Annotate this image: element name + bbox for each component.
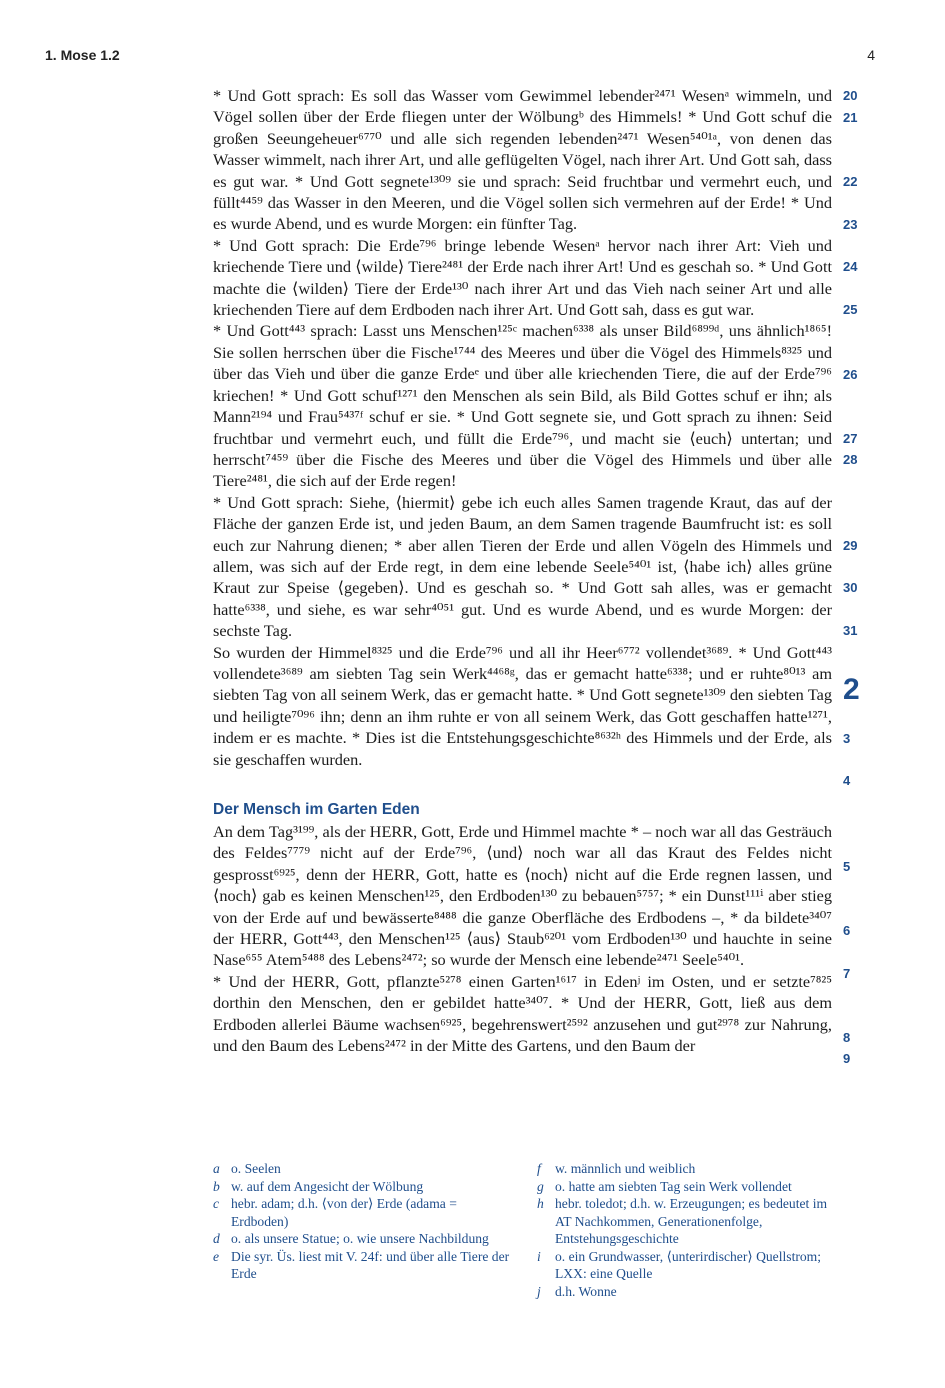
- footnote-key: a: [213, 1161, 220, 1176]
- verse-number: 23: [843, 217, 858, 232]
- verse-number: 28: [843, 452, 858, 467]
- verse-number: 9: [843, 1051, 851, 1066]
- paragraph: An dem Tag³¹⁹⁹, als der HERR, Gott, Erde und Himmel machte * – noch war all das Gesträuch des Feldes⁷⁷⁷⁹ nicht auf der Erde⁷⁹⁶, ⟨und⟩ noch war all das Kraut des Feldes nicht gesprosst⁶⁹²⁵, denn der HERR, Gott, hatte es ⟨noch⟩ nicht auf die Erde regnen lassen, und ⟨noch⟩ gab es keinen Menschen¹²⁵, den Erdboden¹³⁰ zu bebauen⁵⁷⁵⁷; * ein Dunst¹¹¹ⁱ aber stieg von der Erde auf und bewässerte⁸⁴⁸⁸ die ganze Oberfläche des Erdbodens –, * da bildete³⁴⁰⁷ der HERR, Gott⁴⁴³, den Menschen¹²⁵ ⟨aus⟩ Staub⁶²⁰¹ vom Erdboden¹³⁰ und hauchte in seine Nase⁶⁵⁵ Atem⁵⁴⁸⁸ des Lebens²⁴⁷²; so wurde der Mensch eine lebende²⁴⁷¹ Seele⁵⁴⁰¹.: [213, 822, 832, 970]
- footnote-key: i: [537, 1248, 541, 1264]
- footnote: [537, 1195, 833, 1248]
- verse-number: 29: [843, 538, 858, 553]
- verse-number: 3: [843, 731, 851, 746]
- footnote-key: h: [537, 1196, 544, 1211]
- footnote-key: d: [213, 1231, 220, 1246]
- footnote: [213, 1195, 513, 1230]
- footnote-key: f: [537, 1161, 541, 1176]
- verse-number: 25: [843, 302, 858, 317]
- page-number: 4: [867, 47, 875, 63]
- footnote-text: hebr. adam; d.h. ⟨von der⟩ Erde (adama = Erdboden): [231, 1196, 457, 1229]
- footnote: [537, 1160, 833, 1178]
- footnote-text: o. hatte am siebten Tag sein Werk vollendet: [555, 1178, 792, 1194]
- verse-number: 6: [843, 923, 851, 938]
- bible-text: [213, 85, 832, 1056]
- verse-number: 4: [843, 773, 851, 788]
- footnote: [537, 1178, 833, 1196]
- footnote-text: o. als unsere Statue; o. wie unsere Nachbildung: [231, 1231, 489, 1246]
- verse-number: 31: [843, 623, 858, 638]
- footnotes-left: [213, 1160, 513, 1283]
- footnote-text: w. männlich und weiblich: [555, 1161, 696, 1176]
- footnote-text: hebr. toledot; d.h. w. Erzeugungen; es bedeutet im AT Nachkommen, Generationenfolge, Entstehungsgeschichte: [555, 1196, 828, 1246]
- footnote-text: d.h. Wonne: [555, 1283, 617, 1299]
- footnote: [213, 1230, 513, 1248]
- footnote: [213, 1178, 513, 1196]
- footnote-text: Die syr. Üs. liest mit V. 24f: und über alle Tiere der Erde: [231, 1248, 510, 1281]
- footnote-key: j: [537, 1283, 541, 1299]
- verse-number: 27: [843, 431, 858, 446]
- verse-number: 24: [843, 259, 858, 274]
- footnote: [537, 1248, 833, 1283]
- verse-number: 7: [843, 966, 851, 981]
- footnote-text: o. ein Grundwasser, ⟨unterirdischer⟩ Quellstrom; LXX: eine Quelle: [555, 1248, 822, 1281]
- running-header-reference: 1. Mose 1.2: [45, 47, 120, 63]
- footnote: [537, 1283, 833, 1301]
- section-heading: Der Mensch im Garten Eden: [213, 801, 420, 818]
- paragraph: * Und Gott sprach: Siehe, ⟨hiermit⟩ gebe ich euch alles Samen tragende Kraut, das auf der Fläche der ganzen Erde ist, und jeden Baum, an dem Samen tragende Baumfrucht ist: es soll euch zur Nahrung dienen; * aber allen Tieren der Erde und allen Vögeln des Himmels und allem, was sich auf der Erde regt, in dem eine lebende Seele⁵⁴⁰¹ ist, ⟨habe ich⟩ alles grüne Kraut zur Speise ⟨gegeben⟩. Und es geschah so. * Und Gott sah alles, was er gemacht hatte⁶³³⁸, und siehe, es war sehr⁴⁰⁵¹ gut. Und es wurde Abend, und es wurde Morgen: der sechste Tag.: [213, 492, 832, 641]
- verse-number: 5: [843, 859, 851, 874]
- chapter-number: 2: [843, 673, 860, 706]
- footnote-key: b: [213, 1178, 220, 1194]
- footnote: [213, 1248, 513, 1283]
- footnote-key: g: [537, 1178, 544, 1194]
- paragraph: * Und Gott sprach: Die Erde⁷⁹⁶ bringe lebende Wesenᵃ hervor nach ihrer Art: Vieh und kriechende Tiere und ⟨wilde⟩ Tiere²⁴⁸¹ der Erde nach ihrer Art! Und es geschah so. * Und Gott machte die ⟨wilden⟩ Tiere der Erde¹³⁰ nach ihrer Art und das Vieh nach seiner Art und alle kriechenden Tiere auf dem Erdboden nach ihrer Art. Und Gott sah, dass es gut war.: [213, 235, 832, 320]
- verse-number: 22: [843, 174, 858, 189]
- verse-number: 30: [843, 580, 858, 595]
- paragraph: So wurden der Himmel⁸³²⁵ und die Erde⁷⁹⁶ und all ihr Heer⁶⁷⁷² vollendet³⁶⁸⁹. * Und Gott⁴⁴³ vollendete³⁶⁸⁹ am siebten Tag sein Werk⁴⁴⁶⁸ᵍ, das er gemacht hatte⁶³³⁸; und er ruhte⁸⁰¹³ am siebten Tag von all seinem Werk, das er gemacht hatte. * Und Gott segnete¹³⁰⁹ den siebten Tag und heiligte⁷⁰⁹⁶ ihn; denn an ihm ruhte er von all seinem Werk, das Gott geschaffen hatte¹²⁷¹, indem er es machte. * Dies ist die Entstehungsgeschichte⁸⁶³²ʰ des Himmels und der Erde, als sie geschaffen wurden.: [213, 642, 832, 769]
- verse-number: 20: [843, 88, 858, 103]
- paragraph: * Und Gott⁴⁴³ sprach: Lasst uns Menschen¹²⁵ᶜ machen⁶³³⁸ als unser Bild⁶⁸⁹⁹ᵈ, uns ähnlich¹⁸⁶⁵! Sie sollen herrschen über die Fische¹⁷⁴⁴ des Meeres und über die Vögel des Himmels⁸³²⁵ und über das Vieh und über die ganze Erdeᵉ und über alle kriechenden Tiere, die auf der Erde⁷⁹⁶ kriechen! * Und Gott schuf¹²⁷¹ den Menschen als sein Bild, als Bild Gottes schuf er ihn; als Mann²¹⁹⁴ und Frau⁵⁴³⁷ᶠ schuf er sie. * Und Gott segnete sie, und Gott sprach zu ihnen: Seid fruchtbar und vermehrt euch, und füllt die Erde⁷⁹⁶, und macht sie ⟨euch⟩ untertan; und herrscht⁷⁴⁵⁹ über die Fische des Meeres und über die Vögel des Himmels und über alle Tiere²⁴⁸¹, die sich auf der Erde regen!: [213, 321, 832, 491]
- paragraph: * Und Gott sprach: Es soll das Wasser vom Gewimmel lebender²⁴⁷¹ Wesenᵃ wimmeln, und Vögel sollen über der Erde fliegen unter der Wölbungᵇ des Himmels! * Und Gott schuf die großen Seeungeheuer⁶⁷⁷⁰ und alle sich regenden lebenden²⁴⁷¹ Wesen⁵⁴⁰¹ᵃ, von denen das Wasser wimmelt, nach ihrer Art, und alle geflügelten Vögel, nach ihrer Art. Und Gott sah, dass es gut war. * Und Gott segnete¹³⁰⁹ sie und sprach: Seid fruchtbar und vermehrt euch, und füllt⁴⁴⁵⁹ das Wasser in den Meeren, und die Vögel sollen sich vermehren auf der Erde! * Und es wurde Abend, und es wurde Morgen: ein fünfter Tag.: [213, 86, 832, 234]
- paragraph: * Und der HERR, Gott, pflanzte⁵²⁷⁸ einen Garten¹⁶¹⁷ in Edenʲ im Osten, und er setzte⁷⁸²⁵ dorthin den Menschen, den er gebildet hatte³⁴⁰⁷. * Und der HERR, Gott, ließ aus dem Erdboden allerlei Bäume wachsen⁶⁹²⁵, begehrenswert²⁵⁹² anzusehen und gut²⁹⁷⁸ zur Nahrung, und den Baum des Lebens²⁴⁷² in der Mitte des Gartens, und den Baum der: [213, 971, 832, 1056]
- footnote: [213, 1160, 513, 1178]
- footnote-key: e: [213, 1248, 220, 1264]
- verse-number: 21: [843, 110, 858, 125]
- footnote-key: c: [213, 1196, 220, 1211]
- footnotes-right: [537, 1160, 833, 1300]
- verse-number: 26: [843, 367, 858, 382]
- footnote-text: o. Seelen: [231, 1161, 281, 1176]
- footnote-text: w. auf dem Angesicht der Wölbung: [231, 1178, 424, 1194]
- verse-number: 8: [843, 1030, 851, 1045]
